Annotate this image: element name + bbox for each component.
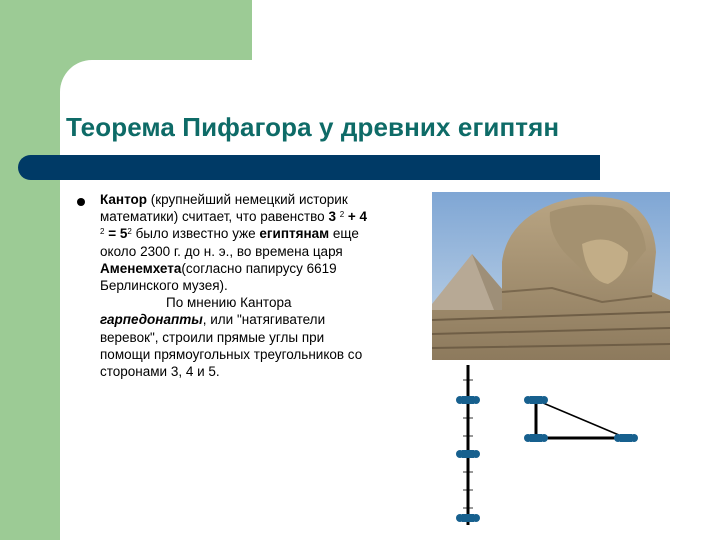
body-text (100, 191, 370, 380)
term-harpedonaptae: гарпедонапты (100, 312, 203, 328)
text-span: еще около 2300 г. до н. э., во времена царя (100, 226, 359, 259)
superscript: 2 (100, 227, 105, 237)
term-amenemhat: Аменемхета (100, 260, 182, 276)
bullet-icon (77, 198, 85, 206)
equation: = 5 (104, 226, 128, 242)
text-span: (крупнейший немецкий историк математики) считает, что равенство (100, 192, 348, 225)
text-span: , или "натягиватели веревок", строили прямые углы при помощи прямоугольных треугольников со сторонами 3, 4 и 5. (100, 312, 363, 380)
text-span: По мнению Кантора (166, 295, 292, 311)
superscript: 2 (339, 210, 345, 220)
equation: 3 (328, 209, 340, 225)
term-kantor: Кантор (100, 192, 147, 207)
term-egyptians: египтянам (259, 226, 330, 242)
rope-triangle-diagram (440, 360, 660, 535)
superscript: 2 (127, 227, 132, 237)
title-underline-bar (18, 155, 600, 180)
sphinx-photo (432, 192, 670, 360)
text-span: (согласно папирусу 6619 Берлинского музея). (100, 260, 337, 294)
text-span: было известно уже (131, 226, 260, 242)
slide-title: Теорема Пифагора у древних египтян (66, 112, 560, 142)
equation: + 4 (344, 209, 368, 225)
